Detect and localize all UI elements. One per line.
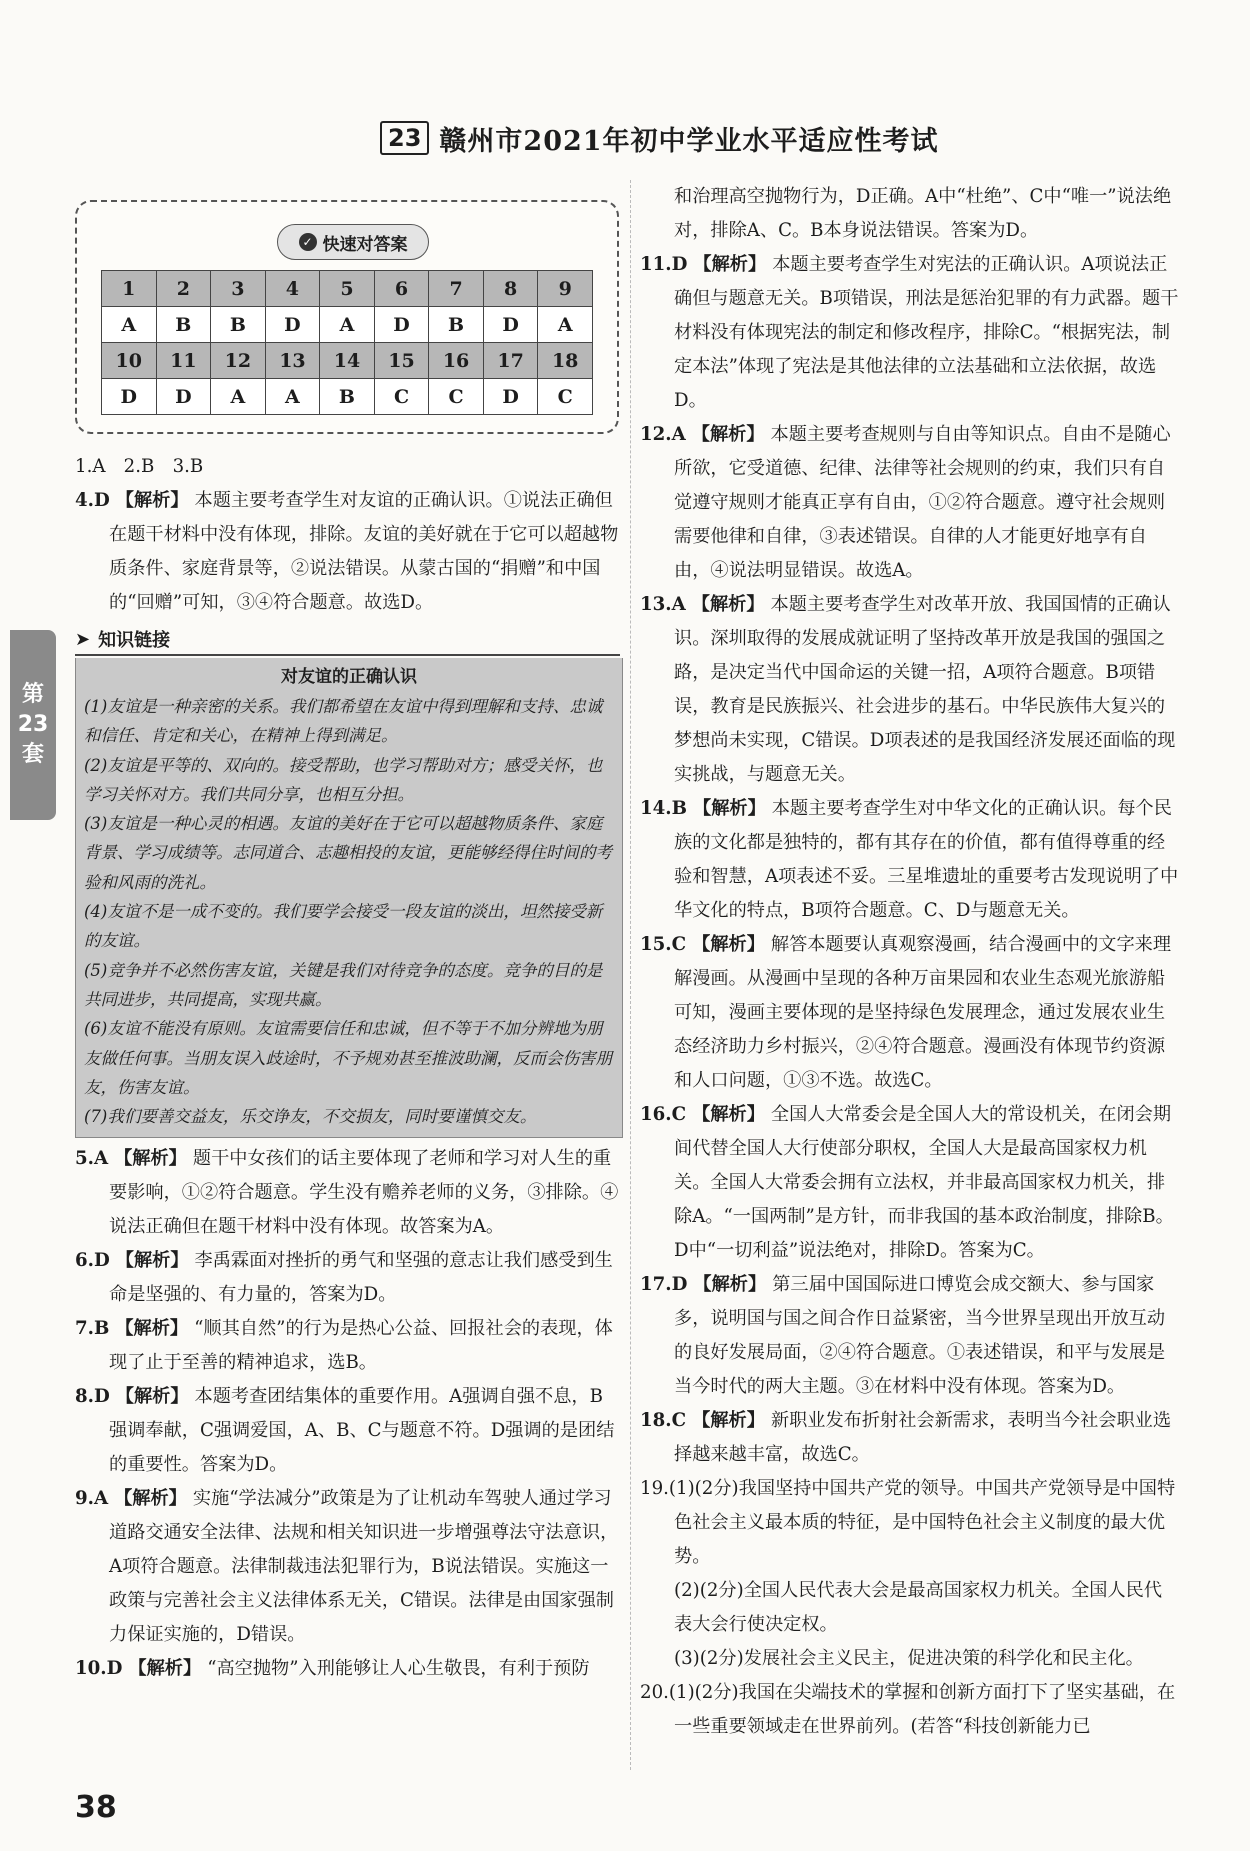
side-tab-char: 第 — [21, 682, 44, 707]
cell: 15 — [374, 343, 429, 379]
analysis-tag: 【解析】 — [692, 934, 765, 955]
answer-10-continued: 和治理高空抛物行为，D正确。A中“杜绝”、C中“唯一”说法绝对，排除A、C。B本身说法错误。答案为D。 — [674, 186, 1172, 241]
question-number: 16.C — [640, 1104, 687, 1125]
cell: 5 — [320, 271, 375, 307]
answer-19-part-3: (3)(2分)发展社会主义民主，促进决策的科学化和民主化。 — [674, 1648, 1144, 1669]
cell: A — [102, 307, 157, 343]
right-column — [640, 180, 1180, 1744]
exam-header — [380, 118, 940, 158]
question-number: 7.B — [75, 1318, 110, 1340]
analysis-tag: 【解析】 — [115, 1386, 189, 1408]
side-tab-number: 23 — [17, 712, 49, 737]
analysis-text: 题干中女孩们的话主要体现了老师和学习对人生的重要影响，①②符合题意。学生没有赡养老师的义务，③排除。④说法正确但在题干材料中没有体现。故答案为A。 — [109, 1148, 619, 1238]
knowledge-box-title: 对友谊的正确认识 — [281, 667, 417, 687]
cell: D — [102, 379, 157, 415]
table-row — [102, 307, 593, 343]
knowledge-link-header — [75, 626, 620, 656]
answer-19-part-1: 19.(1)(2分)我国坚持中国共产党的领导。中国共产党领导是中国特色社会主义最本质的特征，是中国特色社会主义制度的最大优势。 — [640, 1478, 1176, 1567]
analysis-text: 实施“学法减分”政策是为了让机动车驾驶人通过学习道路交通安全法律、法规和相关知识进一步增强尊法守法意识，A项符合题意。法律制裁违法犯罪行为，B说法错误。实施这一政策与完善社会主义法律体系无关，C错误。法律是由国家强制力保证实施的，D错误。 — [109, 1488, 619, 1646]
answer-6 — [75, 1244, 620, 1312]
caption-text: 快速对答案 — [322, 234, 408, 255]
knowledge-item: (5)竞争并不必然伤害友谊，关键是我们对待竞争的态度。竞争的目的是共同进步，共同提高，实现共赢。 — [84, 960, 603, 1009]
knowledge-item: (2)友谊是平等的、双向的。接受帮助，也学习帮助对方；感受关怀，也学习关怀对方。我们共同分享，也相互分担。 — [84, 755, 603, 804]
analysis-text: 本题主要考查学生对改革开放、我国国情的正确认识。深圳取得的发展成就证明了坚持改革开放是我国的强国之路，是决定当代中国命运的关键一招，A项符合题意。B项错误，教育是民族振兴、社会进步的基石。中华民族伟大复兴的梦想尚未实现，C错误。D项表述的是我国经济发展还面临的现实挑战，与题意无关。 — [674, 594, 1176, 785]
analysis-tag: 【解析】 — [693, 254, 767, 275]
analysis-tag: 【解析】 — [114, 1488, 187, 1510]
answer-17 — [640, 1268, 1180, 1404]
answer-9 — [75, 1482, 620, 1652]
answers-1-3: 1.A 2.B 3.B — [75, 456, 204, 477]
question-number: 14.B — [640, 798, 688, 819]
analysis-text: 本题考查团结集体的重要作用。A强调自强不息，B强调奉献，C强调爱国，A、B、C与题意不符。D强调的是团结的重要性。答案为D。 — [109, 1386, 615, 1476]
cell: 18 — [538, 343, 593, 379]
question-number: 4.D — [75, 490, 110, 511]
side-tab-char: 套 — [21, 742, 44, 767]
answer-20-part-1: 20.(1)(2分)我国在尖端技术的掌握和创新方面打下了坚实基础，在一些重要领域走在世界前列。(若答“科技创新能力已 — [640, 1682, 1176, 1737]
cell: 9 — [538, 271, 593, 307]
cell: 7 — [429, 271, 484, 307]
cell: A — [211, 379, 266, 415]
cell: 2 — [156, 271, 211, 307]
knowledge-item: (3)友谊是一种心灵的相遇。友谊的美好在于它可以超越物质条件、家庭背景、学习成绩等。志同道合、志趣相投的友谊，更能够经得住时间的考验和风雨的洗礼。 — [84, 814, 612, 892]
cell: A — [538, 307, 593, 343]
analysis-tag: 【解析】 — [691, 594, 765, 615]
answer-19-part-2: (2)(2分)全国人民代表大会是最高国家权力机关。全国人民代表大会行使决定权。 — [674, 1580, 1163, 1635]
cell: D — [483, 307, 538, 343]
answer-14 — [640, 792, 1180, 928]
analysis-tag: 【解析】 — [692, 1104, 765, 1125]
exam-number: 23 — [380, 121, 429, 155]
analysis-text: 李禹霖面对挫折的勇气和坚强的意志让我们感受到生命是坚强的、有力量的，答案为D。 — [109, 1250, 613, 1306]
cell: C — [374, 379, 429, 415]
question-number: 9.A — [75, 1488, 109, 1510]
analysis-tag: 【解析】 — [693, 798, 766, 819]
answer-13 — [640, 588, 1180, 792]
cell: 6 — [374, 271, 429, 307]
analysis-text: “顺其自然”的行为是热心公益、回报社会的表现，体现了止于至善的精神追求，选B。 — [109, 1318, 613, 1374]
knowledge-box — [75, 658, 623, 1138]
question-number: 5.A — [75, 1148, 109, 1170]
cell: 1 — [102, 271, 157, 307]
analysis-tag: 【解析】 — [115, 1250, 189, 1272]
column-divider — [630, 180, 632, 1770]
analysis-text: 本题主要考查学生对宪法的正确认识。A项说法正确但与题意无关。B项错误，刑法是惩治犯罪的有力武器。题干材料没有体现宪法的制定和修改程序，排除C。“根据宪法，制定本法”体现了宪法是其他法律的立法基础和立法依据，故选D。 — [674, 254, 1179, 411]
analysis-text: 第三届中国国际进口博览会成交额大、参与国家多，说明国与国之间合作日益紧密，当今世界呈现出开放互动的良好发展局面，②④符合题意。①表述错误，和平与发展是当今时代的两大主题。③在材料中没有体现。答案为D。 — [674, 1274, 1166, 1397]
analysis-text: 解答本题要认真观察漫画，结合漫画中的文字来理解漫画。从漫画中呈现的各种万亩果园和农业生态观光旅游船可知，漫画主要体现的是坚持绿色发展理念，通过发展农业生态经济助力乡村振兴，②④符合题意。漫画没有体现节约资源和人口问题，①③不选。故选C。 — [674, 934, 1172, 1091]
cell: 13 — [265, 343, 320, 379]
cell: B — [211, 307, 266, 343]
analysis-text: 本题主要考查学生对友谊的正确认识。①说法正确但在题干材料中没有体现，排除。友谊的美好就在于它可以超越物质条件、家庭背景等，②说法错误。从蒙古国的“捐赠”和中国的“回赠”可知，③④符合题意。故选D。 — [109, 490, 619, 613]
knowledge-link-title: 知识链接 — [98, 630, 171, 651]
answer-10 — [75, 1652, 620, 1686]
knowledge-item: (6)友谊不能没有原则。友谊需要信任和忠诚，但不等于不加分辨地为朋友做任何事。当朋友误入歧途时，不予规劝甚至推波助澜，反而会伤害朋友，伤害友谊。 — [84, 1019, 612, 1097]
answer-12 — [640, 418, 1180, 588]
question-number: 12.A — [640, 424, 686, 445]
analysis-text: 本题主要考查学生对中华文化的正确认识。每个民族的文化都是独特的，都有其存在的价值，都有值得尊重的经验和智慧，A项表述不妥。三星堆遗址的重要考古发现说明了中华文化的特点，B项符合题意。C、D与题意无关。 — [674, 798, 1179, 921]
question-number: 18.C — [640, 1410, 687, 1431]
cell: 4 — [265, 271, 320, 307]
question-number: 15.C — [640, 934, 687, 955]
page-number: 38 — [75, 1790, 117, 1825]
answer-8 — [75, 1380, 620, 1482]
cell: B — [320, 379, 375, 415]
cell: 12 — [211, 343, 266, 379]
knowledge-item: (7)我们要善交益友，乐交诤友，不交损友，同时要谨慎交友。 — [84, 1107, 537, 1127]
cell: B — [429, 307, 484, 343]
cell: D — [483, 379, 538, 415]
analysis-tag: 【解析】 — [128, 1658, 202, 1680]
cell: B — [156, 307, 211, 343]
answer-18 — [640, 1404, 1180, 1472]
question-number: 8.D — [75, 1386, 110, 1408]
cell: 14 — [320, 343, 375, 379]
analysis-tag: 【解析】 — [115, 1318, 189, 1340]
cell: C — [538, 379, 593, 415]
table-row — [102, 271, 593, 307]
analysis-text: 全国人大常委会是全国人大的常设机关，在闭会期间代替全国人大行使部分职权，全国人大是最高国家权力机关。全国人大常委会拥有立法权，并非最高国家权力机关，排除A。“一国两制”是方针，而非我国的基本政治制度，排除B。D中“一切利益”说法绝对，排除D。答案为C。 — [674, 1104, 1174, 1261]
question-number: 6.D — [75, 1250, 110, 1272]
knowledge-item: (1)友谊是一种亲密的关系。我们都希望在友谊中得到理解和支持、忠诚和信任、肯定和关心，在精神上得到满足。 — [84, 697, 603, 746]
answer-7 — [75, 1312, 620, 1380]
answer-16 — [640, 1098, 1180, 1268]
question-number: 17.D — [640, 1274, 688, 1295]
analysis-text: “高空抛物”入刑能够让人心生敬畏，有利于预防 — [207, 1658, 590, 1680]
cell: D — [156, 379, 211, 415]
cell: 8 — [483, 271, 538, 307]
quick-answer-caption — [277, 224, 429, 260]
knowledge-item: (4)友谊不是一成不变的。我们要学会接受一段友谊的淡出，坦然接受新的友谊。 — [84, 902, 603, 951]
question-number: 11.D — [640, 254, 688, 275]
question-number: 10.D — [75, 1658, 123, 1680]
analysis-tag: 【解析】 — [114, 1148, 187, 1170]
cell: 17 — [483, 343, 538, 379]
answer-4 — [75, 484, 620, 620]
cell: A — [265, 379, 320, 415]
cell: A — [320, 307, 375, 343]
answer-15 — [640, 928, 1180, 1098]
analysis-text: 新职业发布折射社会新需求，表明当今社会职业选择越来越丰富，故选C。 — [674, 1410, 1172, 1465]
analysis-tag: 【解析】 — [691, 424, 765, 445]
answer-table — [101, 270, 593, 415]
left-column — [75, 180, 620, 1686]
cell: D — [374, 307, 429, 343]
exam-title: 赣州市2021年初中学业水平适应性考试 — [439, 125, 939, 157]
send-icon: ➤ — [75, 628, 91, 650]
cell: 11 — [156, 343, 211, 379]
analysis-tag: 【解析】 — [693, 1274, 767, 1295]
cell: 16 — [429, 343, 484, 379]
table-row — [102, 379, 593, 415]
side-tab — [10, 630, 56, 820]
question-number: 13.A — [640, 594, 686, 615]
quick-answer-box — [75, 200, 619, 434]
cell: 10 — [102, 343, 157, 379]
answer-11 — [640, 248, 1180, 418]
table-row — [102, 343, 593, 379]
cell: D — [265, 307, 320, 343]
analysis-tag: 【解析】 — [692, 1410, 765, 1431]
answer-5 — [75, 1142, 620, 1244]
cell: C — [429, 379, 484, 415]
analysis-tag: 【解析】 — [115, 490, 189, 511]
cell: 3 — [211, 271, 266, 307]
magnifier-icon: ✓ — [299, 233, 317, 251]
analysis-text: 本题主要考查规则与自由等知识点。自由不是随心所欲，它受道德、纪律、法律等社会规则的约束，我们只有自觉遵守规则才能真正享有自由，①②符合题意。遵守社会规则需要他律和自律，③表述错误。自律的人才能更好地享有自由，④说法明显错误。故选A。 — [674, 424, 1171, 581]
